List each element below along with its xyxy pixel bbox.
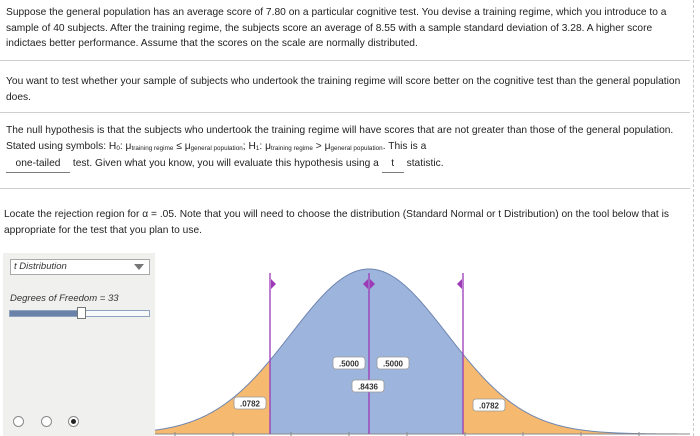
page-edge-rule	[693, 0, 694, 436]
intro-text: Suppose the general population has an average score of 7.80 on a particular cognitive test. You devise a training regime, which you introduce to a sample of 40 subjects. After the training regime, the subjects score an average of 8.55 with a sample standard deviation of 3.28. A higher score indictaes better performance. Assume that the scores on the scale are normally distributed.	[6, 7, 667, 49]
gt-mu: > μ	[312, 140, 331, 152]
mu-general-subscript-2: general population	[330, 144, 383, 152]
null-hypothesis-text	[6, 123, 688, 173]
label-left-half	[333, 357, 365, 369]
h1-lead: ; H	[242, 140, 256, 152]
null-hypothesis-block	[6, 123, 688, 173]
center-area-label: .8436	[357, 382, 379, 392]
mu-general-subscript: general population	[190, 144, 243, 152]
label-right-tail	[473, 399, 505, 411]
mu-training-subscript: training regime	[131, 144, 174, 152]
left-half-label: .5000	[338, 359, 360, 369]
degrees-of-freedom-label: Degrees of Freedom = 33	[10, 293, 119, 304]
df-slider-fill	[10, 311, 78, 316]
mu-training-subscript-2: training regime	[270, 144, 313, 152]
this-is-text: . This is a	[382, 140, 427, 152]
tail-option-radio-3-selected[interactable]	[68, 416, 79, 427]
tool-control-panel	[3, 253, 155, 436]
null-hypothesis-lead: The null hypothesis is that the subjects who undertook the training regime will have scores that are not greater than those of the general population. Stated using symbols: H	[6, 125, 674, 152]
statistic-text: statistic.	[403, 158, 444, 169]
tail-answer-blank[interactable]: one-tailed	[6, 156, 70, 173]
distribution-select[interactable]	[10, 259, 150, 275]
instructions	[4, 207, 688, 238]
right-tail-label: .0782	[478, 401, 500, 411]
h0-subscript: 0	[116, 144, 120, 152]
label-right-half	[377, 357, 409, 369]
locate-text: Locate the rejection region for α = .05. Note that you will need to choose the distribution (Standard Normal or t Distribution) on the tool below that is appropriate for the test that you plan to use.	[4, 209, 669, 236]
divider	[0, 112, 690, 113]
statistic-answer-blank[interactable]: t	[382, 156, 404, 173]
divider	[0, 188, 690, 189]
divider	[0, 60, 690, 61]
tail-option-radio-1[interactable]	[13, 416, 24, 427]
h1-subscript: 1	[255, 144, 260, 152]
le-mu: ≤ μ	[173, 140, 191, 152]
label-center	[352, 380, 384, 392]
h1-mu: : μ	[259, 140, 271, 152]
h0-mu: : μ	[119, 140, 132, 152]
distribution-select-value: t Distribution	[14, 261, 67, 272]
chevron-down-icon	[134, 264, 144, 270]
test-given-text: test. Given what you know, you will evaluate this hypothesis using a	[70, 158, 382, 169]
left-tail-label: .0782	[239, 399, 261, 409]
distribution-plot	[155, 253, 690, 436]
tail-option-radio-2[interactable]	[41, 416, 52, 427]
goal-text: You want to test whether your sample of subjects who undertook the training regime will score better on the cognitive test than the general population does.	[6, 76, 681, 103]
right-half-label: .5000	[382, 359, 404, 369]
problem-goal	[6, 74, 688, 105]
df-slider-thumb[interactable]	[77, 307, 86, 319]
problem-intro	[6, 5, 688, 52]
label-left-tail	[234, 397, 266, 409]
